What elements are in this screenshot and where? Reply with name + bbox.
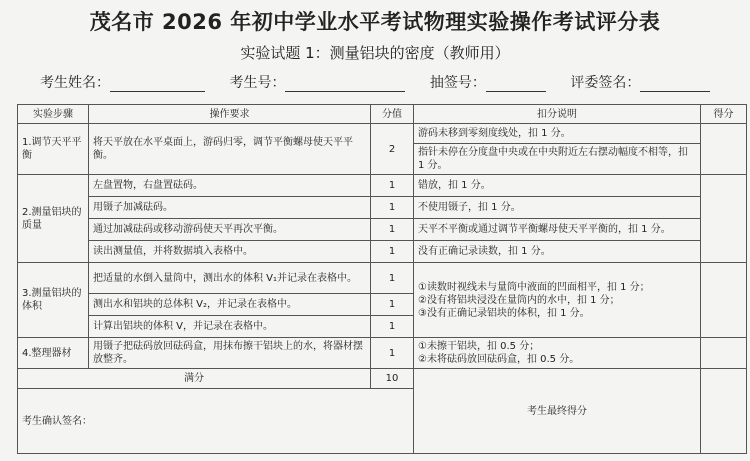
deduct-cell: 天平不平衡或通过调节平衡螺母使天平平衡的，扣 1 分。 (414, 219, 701, 241)
table-row (18, 219, 747, 241)
table-row (18, 197, 747, 219)
deduct-cell: 指针未停在分度盘中央或在中央附近左右摆动幅度不相等，扣 1 分。 (414, 144, 701, 175)
score-cell: 1 (371, 316, 414, 338)
page-subtitle: 实验试题 1：测量铝块的密度（教师用） (240, 44, 510, 62)
req-cell: 左盘置物，右盘置砝码。 (89, 175, 371, 197)
total-label: 满分 (18, 369, 371, 389)
deduct-line: ①未擦干铝块，扣 0.5 分； (418, 341, 540, 352)
score-cell: 1 (371, 263, 414, 294)
col-step: 实验步骤 (18, 105, 89, 124)
table-row (18, 124, 747, 144)
confirm-label: 考生确认签名： (22, 415, 92, 427)
judge-field[interactable] (640, 77, 710, 92)
deduct-line: ③没有正确记录铝块的体积，扣 1 分。 (418, 307, 590, 319)
deduct-cell (414, 263, 701, 338)
page-title: 茂名市 2026 年初中学业水平考试物理实验操作考试评分表 (89, 10, 661, 34)
final-score-cell[interactable] (701, 369, 747, 454)
col-req: 操作要求 (89, 105, 371, 124)
req-cell: 把适量的水倒入量筒中，测出水的体积 V₁并记录在表格中。 (89, 263, 371, 294)
draw-field[interactable] (486, 77, 546, 92)
deduct-cell: 没有正确记录读数，扣 1 分。 (414, 241, 701, 263)
deduct-line: ②没有将铝块浸没在量筒内的水中，扣 1 分； (418, 294, 620, 306)
req-cell: 通过加减砝码或移动游码使天平再次平衡。 (89, 219, 371, 241)
total-row (18, 369, 747, 389)
table-row (18, 175, 747, 197)
name-field[interactable] (110, 77, 205, 92)
got-cell[interactable] (701, 338, 747, 369)
candidate-info-row (40, 72, 750, 92)
req-cell: 读出测量值，并将数据填入表格中。 (89, 241, 371, 263)
got-cell[interactable] (701, 124, 747, 175)
req-cell: 用镊子加减砝码。 (89, 197, 371, 219)
deduct-cell: 游码未移到零刻度线处，扣 1 分。 (414, 124, 701, 144)
req-cell: 用镊子把砝码放回砝码盒，用抹布擦干铝块上的水，将器材摆放整齐。 (89, 338, 371, 369)
got-cell[interactable] (701, 175, 747, 263)
score-cell: 1 (371, 197, 414, 219)
step-cell: 2.测量铝块的质量 (18, 175, 89, 263)
got-cell[interactable] (701, 263, 747, 338)
score-cell: 1 (371, 294, 414, 316)
header-row (18, 105, 747, 124)
score-cell: 1 (371, 241, 414, 263)
req-cell: 将天平放在水平桌面上，游码归零，调节平衡螺母使天平平衡。 (89, 124, 371, 175)
table-row (18, 263, 747, 294)
draw-label: 抽签号： (429, 75, 486, 91)
total-score: 10 (371, 369, 414, 389)
req-cell: 计算出铝块的体积 V，并记录在表格中。 (89, 316, 371, 338)
score-cell: 1 (371, 175, 414, 197)
step-cell: 3.测量铝块的体积 (18, 263, 89, 338)
deduct-cell: 错放，扣 1 分。 (414, 175, 701, 197)
step-cell: 4.整理器材 (18, 338, 89, 369)
deduct-line: ①读数时视线未与量筒中液面的凹面相平，扣 1 分； (418, 281, 650, 293)
name-label: 考生姓名： (40, 75, 110, 91)
score-cell: 2 (371, 124, 414, 175)
score-table (17, 104, 747, 454)
deduct-cell (414, 338, 701, 369)
confirm-signature-cell[interactable] (18, 389, 414, 454)
col-score: 分值 (371, 105, 414, 124)
req-cell: 测出水和铝块的总体积 V₂，并记录在表格中。 (89, 294, 371, 316)
col-deduct: 扣分说明 (414, 105, 701, 124)
judge-label: 评委签名： (570, 75, 641, 91)
step-cell: 1.调节天平平衡 (18, 124, 89, 175)
final-label: 考生最终得分 (414, 369, 701, 454)
id-label: 考生号： (229, 75, 286, 91)
deduct-cell: 不使用镊子，扣 1 分。 (414, 197, 701, 219)
table-row (18, 241, 747, 263)
score-cell: 1 (371, 219, 414, 241)
score-cell: 1 (371, 338, 414, 369)
deduct-line: ②未将砝码放回砝码盒，扣 0.5 分。 (418, 354, 580, 365)
table-row (18, 338, 747, 369)
id-field[interactable] (285, 77, 405, 92)
col-got: 得分 (701, 105, 747, 124)
